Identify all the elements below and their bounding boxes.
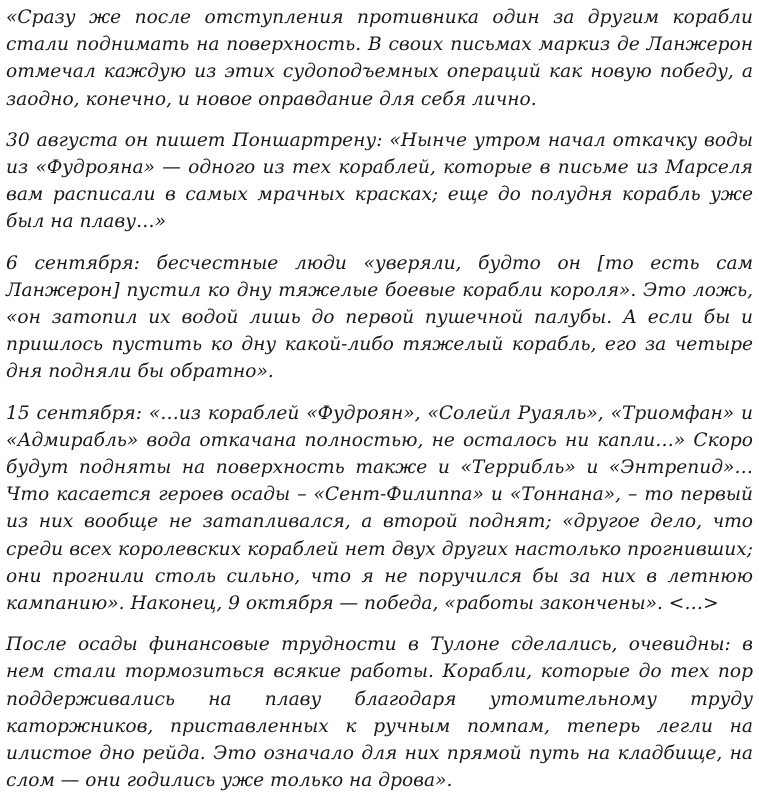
paragraph-3: 6 сентября: бесчестные люди «уверяли, будто он [то есть сам Ланжерон] пустил ко дну тяжелые боевые корабли короля». Это ложь, «он затопил их водой лишь до первой пушечной палубы. А если бы и пришлось пустить ко дну какой-либо тяжелый корабль, его за четыре дня подняли бы обратно». [6, 252, 753, 383]
paragraph-1: «Сразу же после отступления противника один за другим корабли стали поднимать на поверхность. В своих письмах маркиз де Ланжерон отмечал каждую из этих судоподъемных операций как новую победу, а заодно, конечно, и новое оправдание для себя лично. [6, 7, 753, 110]
paragraph-5: После осады финансовые трудности в Тулоне сделались, очевидны: в нем стали тормозиться всякие работы. Корабли, которые до тех пор поддерживались на плаву благодаря утомительному труду каторжников, приставленных к ручным помпам, теперь легли на илистое дно рейда. Это означало для них прямой путь на кладбище, на слом — они годились уже только на дрова». [6, 634, 753, 792]
paragraph-4: 15 сентября: «…из кораблей «Фудроян», «Солейл Руаяль», «Триомфан» и «Адмирабль» вода откачана полностью, не осталось ни капли…» Скоро будут подняты на поверхность также и «Террибль» и «Энтрепид»… Что касается героев осады – «Сент-Филиппа» и «Тоннана», – то первый из них вообще не затапливался, а второй поднят; «другое дело, что среди всех королевских кораблей нет двух других настолько прогнивших; они прогнили столь сильно, что я не поручился бы за них в летнюю кампанию». Наконец, 9 октября — победа, «работы закончены». <…> [6, 402, 753, 615]
paragraph-2: 30 августа он пишет Поншартрену: «Нынче утром начал откачку воды из «Фудрояна» — одного из тех кораблей, которые в письме из Марселя вам расписали в самых мрачных красках; еще до полудня корабль уже был на плаву…» [6, 129, 753, 233]
